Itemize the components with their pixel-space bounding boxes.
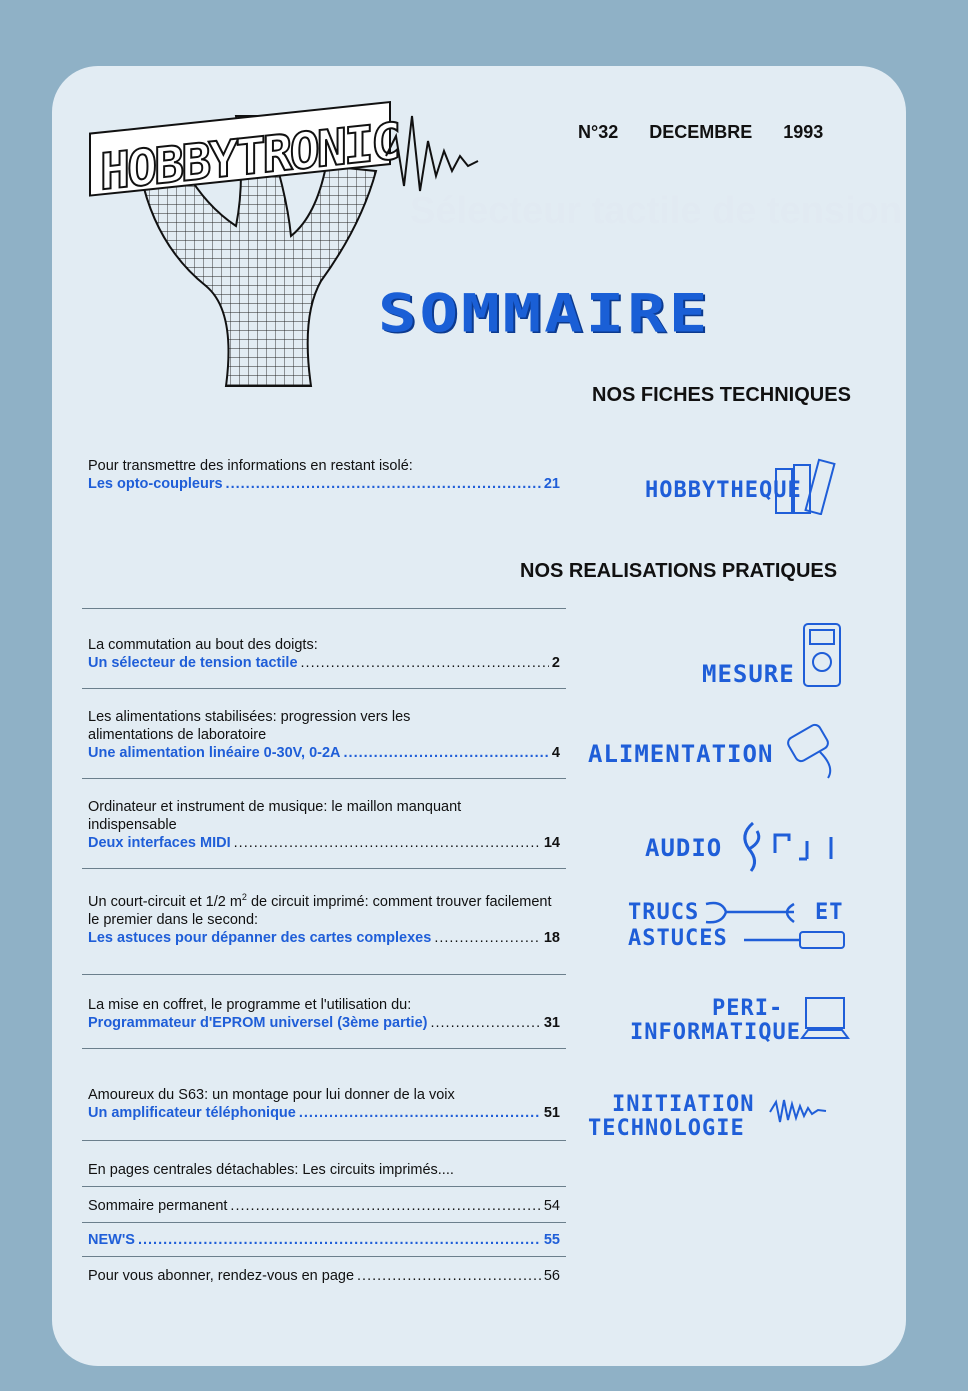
computer-icon bbox=[800, 994, 850, 1049]
entry-title: NEW'S bbox=[88, 1232, 135, 1248]
section-fiches: NOS FICHES TECHNIQUES bbox=[592, 384, 851, 406]
entry-text: Pour vous abonner, rendez-vous en page bbox=[88, 1268, 355, 1284]
toc-entry[interactable] bbox=[88, 708, 560, 762]
entry-title: Un sélecteur de tension tactile bbox=[88, 655, 298, 671]
leader-dots bbox=[138, 1231, 541, 1249]
toc-entry-sommaire-permanent[interactable] bbox=[88, 1197, 560, 1215]
logo-hand-icon bbox=[86, 96, 506, 396]
divider bbox=[82, 974, 566, 975]
entry-title: Programmateur d'EPROM universel (3ème partie) bbox=[88, 1015, 428, 1031]
toc-entry[interactable] bbox=[88, 457, 560, 493]
category-mesure: MESURE bbox=[702, 660, 795, 688]
divider bbox=[82, 608, 566, 609]
toc-entry[interactable] bbox=[88, 798, 560, 852]
toc-entry-news[interactable] bbox=[88, 1231, 560, 1249]
leader-dots bbox=[226, 475, 541, 493]
category-informatique: INFORMATIQUE bbox=[630, 1020, 801, 1045]
entry-page: 18 bbox=[543, 929, 560, 946]
category-initiation: INITIATION bbox=[612, 1092, 755, 1117]
entry-intro: Amoureux du S63: un montage pour lui donner de la voix bbox=[88, 1087, 455, 1103]
entry-title: Une alimentation linéaire 0-30V, 0-2A bbox=[88, 745, 341, 761]
entry-intro-a: Un court-circuit et 1/2 m bbox=[88, 893, 242, 910]
page-title: SOMMAIRE bbox=[378, 284, 711, 345]
section-realisations: NOS REALISATIONS PRATIQUES bbox=[520, 560, 838, 582]
entry-title: Deux interfaces MIDI bbox=[88, 835, 231, 851]
leader-dots bbox=[301, 654, 549, 672]
leader-dots bbox=[357, 1267, 541, 1285]
divider bbox=[82, 868, 566, 869]
screwdriver-icon bbox=[740, 928, 850, 957]
toc-entry[interactable] bbox=[88, 636, 560, 672]
entry-intro: Les alimentations stabilisées: progression vers les alimentations de laboratoire bbox=[88, 709, 411, 743]
entry-intro: Ordinateur et instrument de musique: le maillon manquant indispensable bbox=[88, 799, 462, 833]
issue-header bbox=[578, 122, 823, 143]
entry-intro bbox=[88, 888, 558, 929]
entry-intro: Pour transmettre des informations en restant isolé: bbox=[88, 458, 413, 474]
category-hobbytheque: HOBBYTHEQUE bbox=[645, 478, 802, 503]
entry-intro: La commutation au bout des doigts: bbox=[88, 637, 318, 653]
logo-text: HOBBYTRONIC bbox=[100, 111, 399, 202]
divider bbox=[82, 1140, 566, 1141]
toc-entry[interactable] bbox=[88, 996, 560, 1032]
divider bbox=[82, 1256, 566, 1257]
hobbytronic-logo bbox=[86, 96, 506, 401]
leader-dots bbox=[434, 929, 541, 947]
entry-page: 55 bbox=[543, 1232, 560, 1248]
issue-number: N°32 bbox=[578, 122, 619, 142]
divider bbox=[82, 1222, 566, 1223]
divider bbox=[82, 778, 566, 779]
toc-entry-abonnement[interactable] bbox=[88, 1267, 560, 1285]
issue-year: 1993 bbox=[783, 122, 824, 142]
entry-page: 54 bbox=[543, 1198, 560, 1214]
leader-dots bbox=[234, 834, 541, 852]
toc-entry[interactable] bbox=[88, 1086, 560, 1122]
entry-page: 14 bbox=[543, 835, 560, 851]
entry-page: 4 bbox=[551, 745, 560, 761]
entry-title: Les opto-coupleurs bbox=[88, 476, 223, 492]
entry-page: 51 bbox=[543, 1105, 560, 1121]
divider bbox=[82, 688, 566, 689]
category-peri: PERI- bbox=[712, 996, 784, 1021]
entry-intro-b: de circuit imprimé: comment trouver facilement le premier dans le second: bbox=[88, 893, 552, 928]
entry-page: 31 bbox=[543, 1015, 560, 1031]
leader-dots bbox=[344, 744, 549, 762]
leader-dots bbox=[430, 1014, 540, 1032]
entry-intro: La mise en coffret, le programme et l'utilisation du: bbox=[88, 997, 412, 1013]
power-plug-icon bbox=[780, 712, 850, 787]
waveform-icon bbox=[768, 1096, 828, 1131]
leader-dots bbox=[230, 1197, 540, 1215]
entry-text: Sommaire permanent bbox=[88, 1198, 228, 1214]
category-technologie: TECHNOLOGIE bbox=[588, 1116, 745, 1141]
category-trucs: TRUCS bbox=[628, 900, 700, 925]
entry-page: 2 bbox=[551, 655, 560, 671]
category-astuces: ASTUCES bbox=[628, 926, 728, 951]
music-notes-icon bbox=[735, 815, 850, 880]
issue-month: DECEMBRE bbox=[649, 122, 753, 142]
category-et: ET bbox=[815, 900, 844, 925]
entry-page: 21 bbox=[543, 476, 560, 492]
divider bbox=[82, 1186, 566, 1187]
category-alimentation: ALIMENTATION bbox=[588, 740, 774, 768]
entry-text: En pages centrales détachables: Les circuits imprimés.... bbox=[88, 1162, 454, 1178]
toc-entry[interactable] bbox=[88, 888, 560, 947]
superscript: 2 bbox=[241, 892, 247, 902]
entry-page: 56 bbox=[543, 1268, 560, 1284]
leader-dots bbox=[299, 1104, 541, 1122]
category-audio: AUDIO bbox=[645, 834, 723, 862]
divider bbox=[82, 1048, 566, 1049]
entry-title: Un amplificateur téléphonique bbox=[88, 1105, 296, 1121]
toc-entry-circuits[interactable] bbox=[88, 1161, 560, 1179]
multimeter-icon bbox=[800, 620, 846, 695]
entry-title: Les astuces pour dépanner des cartes complexes bbox=[88, 929, 432, 946]
